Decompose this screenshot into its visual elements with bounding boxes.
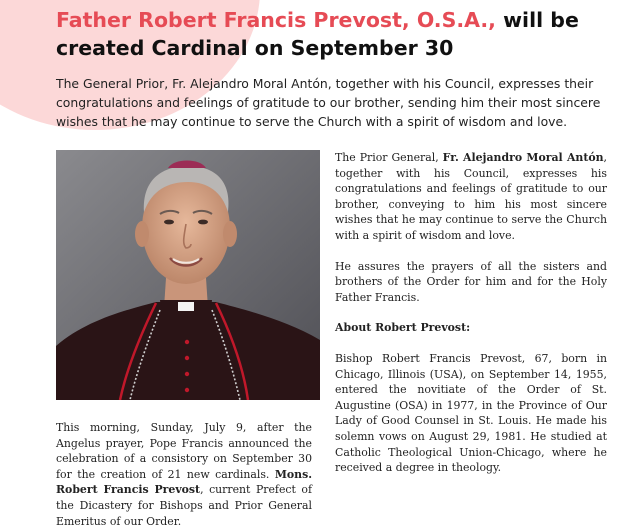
headline-rest: will be created Cardinal on September 30 — [56, 8, 579, 60]
about-heading: About Robert Prevost: — [335, 321, 471, 335]
right-paragraph-prayers: He assures the prayers of all the sisters and brothers of the Order for him and for the Holy Father Francis. — [335, 259, 607, 304]
headline — [56, 6, 616, 62]
right-paragraph-congratulations: The Prior General, Fr. Alejandro Moral Antón, together with his Council, expresses his congratulations and feelings of gratitude to our brother, conveying to him his most sincere wishes that he may continue to serve the Church with a spirit of wisdom and love. — [335, 151, 607, 242]
portrait-photo — [56, 150, 320, 400]
left-paragraph-announcement: This morning, Sunday, July 9, after the Angelus prayer, Pope Francis announced the celebration of a consistory on September 30 for the creation of 21 new cardinals. Mons. Robert Francis Prevost, current Prefect of the Dicastery for Bishops and Prior General Emeritus of our Order. — [56, 421, 312, 528]
right-column — [335, 150, 607, 476]
lede-paragraph: The General Prior, Fr. Alejandro Moral Antón, together with his Council, expresses their congratulations and feelings of gratitude to our brother, sending him their most sincere wishes that he may continue to serve the Church with a spirit of wisdom and love. — [56, 76, 601, 129]
right-paragraph-biography: Bishop Robert Francis Prevost, 67, born in Chicago, Illinois (USA), on September 14, 1955, entered the novitiate of the Order of St. Augustine (OSA) in 1977, in the Province of Our Lady of Good Counsel in St. Louis. He made his solemn vows on August 29, 1981. He studied at Catholic Theological Union-Chicago, where he received a degree in theology. — [335, 351, 607, 475]
left-column — [56, 420, 312, 529]
headline-accent: Father Robert Francis Prevost, O.S.A., — [56, 8, 496, 32]
